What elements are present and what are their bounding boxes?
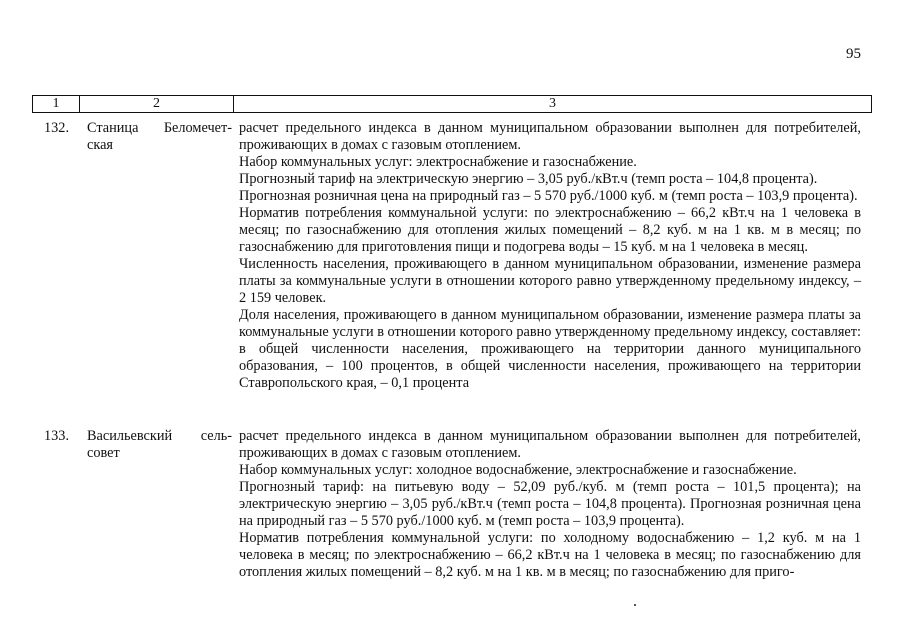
paragraph: Норматив потребления коммунальной услуги: по холодному водоснабжению – 1,2 куб. м на 1 человека в месяц; по электроснабжению – 66,2 кВт.ч на 1 человека в месяц; по газоснабжению для отопления жилых помещений – 8,2 куб. м на 1 кв. м в месяц; по газоснабжению для приго-	[239, 530, 861, 580]
header-col-2: 2	[80, 96, 234, 112]
municipality-name	[87, 120, 232, 154]
paragraph: Норматив потребления коммунальной услуги: по электроснабжению – 66,2 кВт.ч на 1 человека в месяц; по газоснабжению для отопления жилых помещений – 8,2 куб. м на 1 кв. м в месяц; по газоснабжению для приготовления пищи и подогрева воды – 15 куб. м на 1 человека в месяц.	[239, 205, 861, 255]
municipality-name-part-1: Станица	[87, 120, 139, 136]
municipality-name-part-3: ская	[87, 137, 113, 153]
row-number: 132.	[44, 120, 70, 136]
header-col-3: 3	[549, 96, 556, 111]
paragraph: Прогнозный тариф: на питьевую воду – 52,09 руб./куб. м (темп роста – 101,5 процента); на электрическую энергию – 3,05 руб./кВт.ч (темп роста – 104,8 процента). Прогнозная розничная цена на природный газ – 5 570 руб./1000 куб. м (темп роста – 103,9 процента).	[239, 479, 861, 529]
paragraph: Доля населения, проживающего в данном муниципальном образовании, изменение размера платы за коммунальные услуги в отношении которого равно утвержденному предельному индексу, составляет: в общей численности населения, проживающего на территории данного муниципального образования, – 100 процентов, в общей численности населения, проживающего на территории Ставропольского края, – 0,1 процента	[239, 307, 861, 391]
paragraph: расчет предельного индекса в данном муниципальном образовании выполнен для потребителей, проживающих в домах с газовым отоплением.	[239, 428, 861, 461]
header-col-1: 1	[33, 96, 80, 112]
municipality-name-part-1: Васильевский	[87, 428, 173, 444]
row-number: 133.	[44, 428, 70, 444]
municipality-name-part-2: Беломечет-	[163, 120, 232, 136]
municipality-name-part-3: совет	[87, 445, 120, 461]
municipality-name	[87, 428, 232, 462]
paragraph: Численность населения, проживающего в данном муниципальном образовании, изменение размера платы за коммунальные услуги в отношении которого равно утвержденному предельному индексу, – 2 159 человек.	[239, 256, 861, 306]
page-number: 95	[846, 46, 861, 62]
paragraph: Набор коммунальных услуг: электроснабжение и газоснабжение.	[239, 154, 637, 170]
paragraph: Набор коммунальных услуг: холодное водоснабжение, электроснабжение и газоснабжение.	[239, 462, 797, 478]
table-header-row	[32, 95, 872, 113]
row-description	[239, 428, 861, 581]
row-description	[239, 120, 861, 392]
municipality-name-part-2: сель-	[200, 428, 232, 444]
paragraph: Прогнозный тариф на электрическую энергию – 3,05 руб./кВт.ч (темп роста – 104,8 процента).	[239, 171, 818, 187]
paragraph: Прогнозная розничная цена на природный газ – 5 570 руб./1000 куб. м (темп роста – 103,9 процента).	[239, 188, 858, 204]
scan-dot	[634, 604, 636, 606]
paragraph: расчет предельного индекса в данном муниципальном образовании выполнен для потребителей, проживающих в домах с газовым отоплением.	[239, 120, 861, 153]
